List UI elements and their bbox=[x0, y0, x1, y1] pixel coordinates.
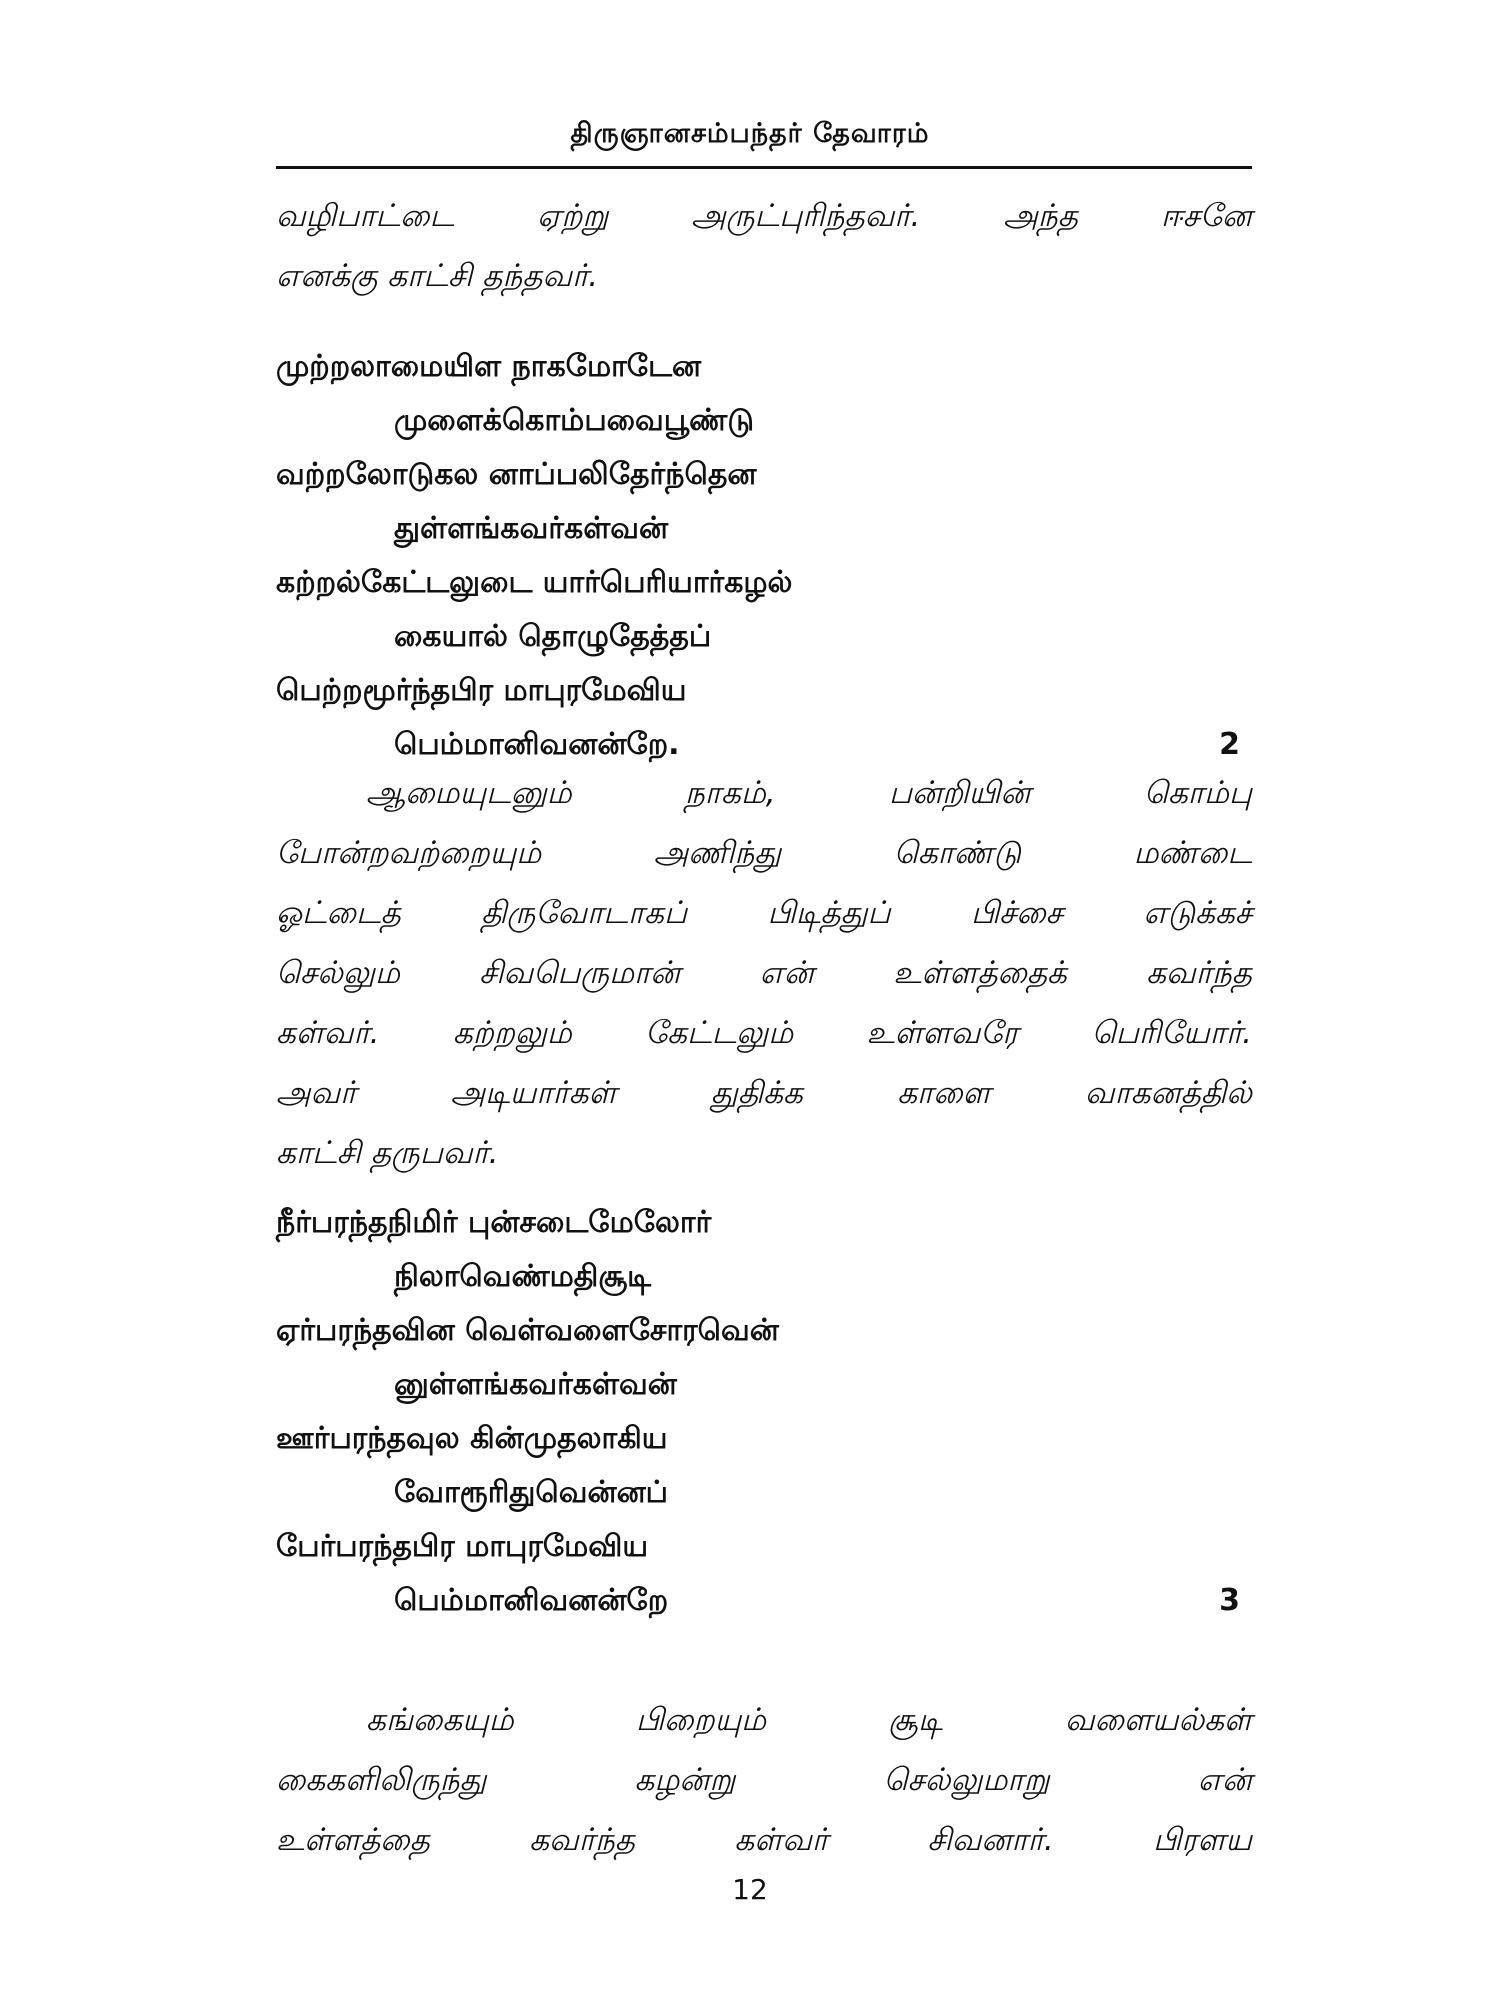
prose-line: கங்கையும் பிறையும் சூடி வளையல்கள் bbox=[366, 1702, 1252, 1738]
prose-line: அவர் அடியார்கள் துதிக்க காளை வாகனத்தில் bbox=[276, 1075, 1252, 1111]
verse-line: கையால் தொழுதேத்தப் bbox=[394, 619, 712, 654]
prose-line: எனக்கு காட்சி தந்தவர். bbox=[276, 258, 599, 294]
header-rule bbox=[276, 166, 1252, 169]
intro-paragraph bbox=[276, 186, 1252, 306]
verse-line: வற்றலோடுகல னாப்பலிதேர்ந்தென bbox=[276, 457, 757, 492]
prose-line: போன்றவற்றையும் அணிந்து கொண்டு மண்டை bbox=[276, 835, 1252, 871]
running-header: திருஞானசம்பந்தர் தேவாரம் bbox=[570, 118, 930, 149]
verse-3 bbox=[276, 1196, 1252, 1628]
verse-2 bbox=[276, 340, 1252, 772]
verse-line: நிலாவெண்மதிசூடி bbox=[394, 1259, 651, 1294]
verse-number: 3 bbox=[1219, 1583, 1240, 1618]
verse-line: கற்றல்கேட்டலுடை யார்பெரியார்கழல் bbox=[276, 565, 793, 600]
prose-line: உள்ளத்தை கவர்ந்த கள்வர் சிவனார். பிரளய bbox=[276, 1822, 1252, 1858]
verse-number: 2 bbox=[1219, 727, 1240, 762]
verse-line: பேர்பரந்தபிர மாபுரமேவிய bbox=[276, 1529, 649, 1564]
page-number: 12 bbox=[732, 1873, 768, 1906]
prose-line: ஆமையுடனும் நாகம், பன்றியின் கொம்பு bbox=[366, 775, 1252, 811]
verse-line: பெற்றமூர்ந்தபிர மாபுரமேவிய bbox=[276, 673, 687, 708]
verse-line: முற்றலாமையிள நாகமோடேன bbox=[276, 349, 702, 384]
commentary-2 bbox=[276, 763, 1252, 1183]
verse-line: ஊர்பரந்தவுல கின்முதலாகிய bbox=[276, 1421, 668, 1456]
verse-line-text: பெம்மானிவனன்றே bbox=[394, 1583, 669, 1618]
verse-line: ஏர்பரந்தவின வெள்வளைசோரவென் bbox=[276, 1313, 779, 1348]
verse-line: வோரூரிதுவென்னப் bbox=[394, 1475, 668, 1510]
prose-line: ஓட்டைத் திருவோடாகப் பிடித்துப் பிச்சை எடுக்கச் bbox=[276, 895, 1252, 931]
verse-line-text: பெம்மானிவனன்றே. bbox=[394, 727, 680, 762]
prose-line: காட்சி தருபவர். bbox=[276, 1135, 499, 1171]
prose-line: வழிபாட்டை ஏற்று அருட்புரிந்தவர். அந்த ஈசனே bbox=[276, 198, 1252, 234]
verse-line: னுள்ளங்கவர்கள்வன் bbox=[394, 1367, 677, 1402]
prose-line: செல்லும் சிவபெருமான் என் உள்ளத்தைக் கவர்ந்த bbox=[276, 955, 1252, 991]
verse-line: முளைக்கொம்பவைபூண்டு bbox=[394, 403, 755, 438]
prose-line: கைகளிலிருந்து கழன்று செல்லுமாறு என் bbox=[276, 1762, 1252, 1798]
verse-line: துள்ளங்கவர்கள்வன் bbox=[394, 511, 669, 546]
prose-line: கள்வர். கற்றலும் கேட்டலும் உள்ளவரே பெரியோர். bbox=[276, 1015, 1252, 1051]
commentary-3 bbox=[276, 1690, 1252, 1870]
verse-line bbox=[276, 1574, 1252, 1628]
verse-line: நீர்பரந்தநிமிர் புன்சடைமேலோர் bbox=[276, 1205, 712, 1240]
